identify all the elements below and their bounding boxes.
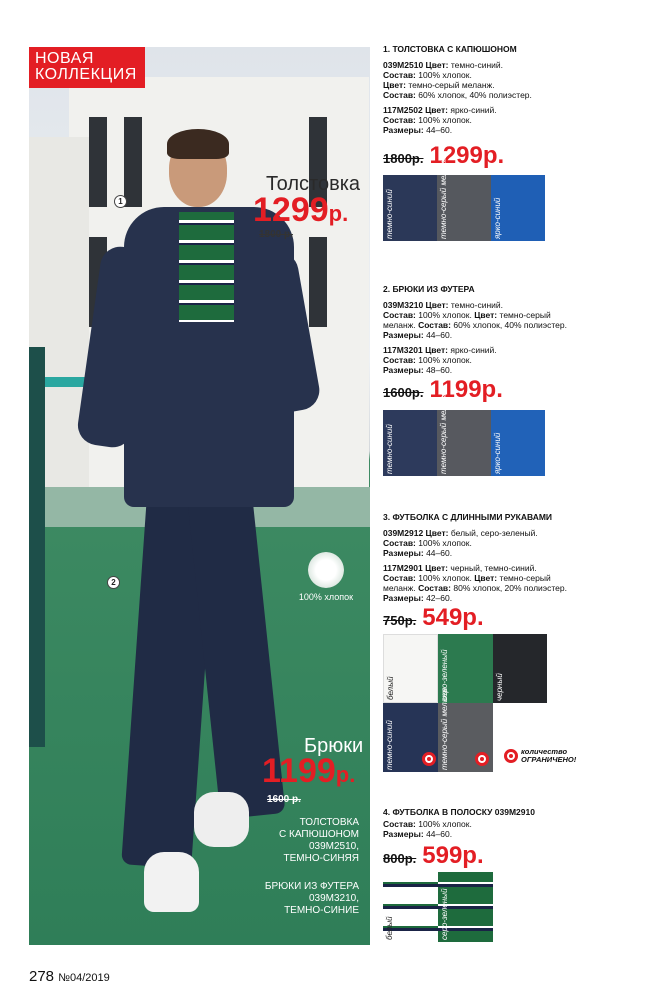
caption-line: ТЕМНО-СИНЯЯ bbox=[283, 853, 359, 864]
spec-value: 44–60. bbox=[426, 125, 453, 135]
spec-key: Размеры: bbox=[383, 365, 424, 375]
pants-old-price: 1600 р. bbox=[267, 794, 301, 805]
swatch bbox=[383, 872, 438, 942]
hoodie-name: Толстовка bbox=[266, 173, 361, 195]
spec-key: Размеры: bbox=[383, 125, 424, 135]
striped-tee bbox=[179, 212, 234, 322]
hoodie-old-price: 1800 р. bbox=[259, 229, 293, 240]
spec-key: Цвет: bbox=[425, 60, 449, 70]
product-4-title: 4. ФУТБОЛКА В ПОЛОСКУ 039М2910 bbox=[383, 807, 535, 817]
product-2-description bbox=[383, 284, 653, 375]
spec-line bbox=[383, 60, 653, 70]
spec-key: Состав: bbox=[418, 320, 451, 330]
article-code: 039М2912 bbox=[383, 528, 424, 538]
hoodie-price-unit: р. bbox=[328, 201, 349, 226]
swatch bbox=[383, 175, 437, 241]
spec-line bbox=[383, 320, 653, 330]
product-3-description bbox=[383, 512, 653, 603]
old-price: 750р. bbox=[383, 613, 417, 628]
spec-line bbox=[383, 330, 653, 340]
caption-line: 039М2510, bbox=[308, 841, 359, 852]
spec-line bbox=[383, 548, 653, 558]
swatch-label: темно-серый меланж bbox=[440, 687, 449, 770]
spec-value: темно-серый меланж. bbox=[408, 80, 495, 90]
spec-value: белый, серо-зеленый. bbox=[450, 528, 538, 538]
old-price: 1600р. bbox=[383, 385, 424, 400]
caption-line: БРЮКИ ИЗ ФУТЕРА bbox=[264, 881, 359, 892]
spec-line bbox=[383, 573, 653, 583]
spec-value: меланж. bbox=[383, 320, 416, 330]
spec-key: Состав: bbox=[383, 538, 416, 548]
spec-value: меланж. bbox=[383, 583, 416, 593]
product-3-price bbox=[383, 604, 484, 632]
spec-value: 100% хлопок. bbox=[418, 310, 472, 320]
spec-key: Цвет: bbox=[383, 80, 406, 90]
swatch-label: темно-серый меланж bbox=[439, 391, 448, 474]
pants-name: Брюки bbox=[304, 735, 364, 757]
spec-value: 42–60. bbox=[426, 593, 453, 603]
spec-key: Состав: bbox=[383, 90, 416, 100]
pants-price-unit: р. bbox=[335, 762, 356, 787]
spec-line bbox=[383, 80, 653, 90]
cotton-label: 100% хлопок bbox=[298, 592, 354, 602]
window bbox=[89, 117, 107, 207]
spec-line bbox=[383, 593, 653, 603]
new-collection-badge bbox=[29, 47, 145, 88]
article-code: 117М2502 bbox=[383, 105, 423, 115]
hair bbox=[167, 129, 229, 159]
swatch bbox=[493, 634, 547, 703]
spec-key: Размеры: bbox=[383, 829, 424, 839]
spec-line bbox=[383, 115, 653, 125]
spec-line bbox=[383, 345, 653, 355]
marker-1: 1 bbox=[114, 195, 127, 208]
spec-key: Размеры: bbox=[383, 330, 424, 340]
issue-number: №04/2019 bbox=[58, 972, 110, 984]
spec-value: темно-серый bbox=[499, 310, 551, 320]
window bbox=[309, 237, 327, 327]
spec-line bbox=[383, 819, 653, 829]
spec-value: 44–60. bbox=[426, 330, 453, 340]
spec-key: Цвет: bbox=[425, 105, 449, 115]
caption-line: ТОЛСТОВКА bbox=[299, 817, 359, 828]
spec-key: Состав: bbox=[383, 310, 416, 320]
hoodie-price bbox=[253, 191, 348, 230]
caption-line: 039М3210, bbox=[308, 893, 359, 904]
swatch bbox=[491, 410, 545, 476]
spec-value: 60% хлопок, 40% полиэстер. bbox=[418, 90, 532, 100]
spec-key: Цвет: bbox=[474, 573, 498, 583]
spec-key: Цвет: bbox=[474, 310, 498, 320]
new-price: 549р. bbox=[422, 604, 484, 631]
spec-value: 100% хлопок. bbox=[418, 115, 472, 125]
product-4-description bbox=[383, 807, 653, 839]
swatch-label: ярко-синий bbox=[493, 197, 502, 239]
cotton-icon bbox=[308, 552, 344, 588]
new-price: 599р. bbox=[422, 842, 484, 869]
spec-key: Цвет: bbox=[425, 345, 449, 355]
window bbox=[124, 117, 142, 207]
swatch-label: серо-зеленый bbox=[440, 888, 449, 940]
swatch bbox=[383, 634, 438, 703]
spec-line bbox=[383, 300, 653, 310]
swatch bbox=[437, 156, 491, 241]
spec-key: Размеры: bbox=[383, 548, 424, 558]
spec-key: Цвет: bbox=[425, 300, 449, 310]
spec-key: Цвет: bbox=[425, 528, 449, 538]
spec-value: ярко-синий. bbox=[450, 345, 497, 355]
limited-quantity-badge bbox=[504, 748, 576, 764]
swatch bbox=[491, 175, 545, 241]
pants-price bbox=[262, 752, 355, 791]
hoodie-price-value: 1299 bbox=[253, 191, 329, 229]
swatch-label: темно-синий bbox=[385, 189, 394, 239]
model-photo bbox=[29, 47, 370, 945]
spec-value: ярко-синий. bbox=[450, 105, 497, 115]
spec-key: Состав: bbox=[383, 355, 416, 365]
spec-line bbox=[383, 365, 653, 375]
caption-pants bbox=[239, 881, 359, 917]
old-price: 800р. bbox=[383, 851, 417, 866]
spec-key: Состав: bbox=[383, 573, 416, 583]
spec-line bbox=[383, 583, 653, 593]
caption-line: ТЕМНО-СИНИЕ bbox=[284, 905, 359, 916]
new-price: 1299р. bbox=[429, 142, 505, 169]
article-code: 117М3201 bbox=[383, 345, 423, 355]
caption-line: С КАПЮШОНОМ bbox=[279, 829, 359, 840]
spec-value: 100% хлопок. bbox=[418, 819, 472, 829]
spec-value: 44–60. bbox=[426, 548, 453, 558]
spec-value: 48–60. bbox=[426, 365, 453, 375]
cotton-badge bbox=[291, 552, 361, 602]
swatch bbox=[383, 410, 437, 476]
spec-value: черный, темно-синий. bbox=[450, 563, 537, 573]
spec-line bbox=[383, 90, 653, 100]
spec-value: темно-серый bbox=[499, 573, 551, 583]
product-1-title: 1. ТОЛСТОВКА С КАПЮШОНОМ bbox=[383, 44, 517, 54]
spec-key: Состав: bbox=[383, 819, 416, 829]
product-2-title: 2. БРЮКИ ИЗ ФУТЕРА bbox=[383, 284, 475, 294]
marker-2: 2 bbox=[107, 576, 120, 589]
spec-line bbox=[383, 829, 653, 839]
limited-label-line: ОГРАНИЧЕНО! bbox=[521, 755, 577, 764]
pants-price-value: 1199 bbox=[262, 752, 336, 790]
product-4-swatches bbox=[383, 872, 493, 942]
spec-value: темно-синий. bbox=[450, 300, 504, 310]
article-code: 039М2510 bbox=[383, 60, 424, 70]
exercise-pole bbox=[29, 347, 45, 747]
limited-icon bbox=[475, 752, 489, 766]
product-4-price bbox=[383, 842, 484, 870]
swatch-label: белый bbox=[385, 916, 394, 940]
spec-value: 100% хлопок. bbox=[418, 355, 472, 365]
page-footer bbox=[29, 968, 110, 985]
limited-icon bbox=[422, 752, 436, 766]
spec-line bbox=[383, 105, 653, 115]
spec-value: 80% хлопок, 20% полиэстер. bbox=[453, 583, 567, 593]
article-code: 117М2901 bbox=[383, 563, 423, 573]
caption-hoodie bbox=[239, 817, 359, 865]
article-code: 039М3210 bbox=[383, 300, 424, 310]
spec-value: 60% хлопок, 40% полиэстер. bbox=[453, 320, 567, 330]
spec-line bbox=[383, 563, 653, 573]
spec-key: Состав: bbox=[383, 70, 416, 80]
limited-icon bbox=[504, 749, 518, 763]
swatch-label: черный bbox=[495, 673, 504, 701]
spec-line bbox=[383, 528, 653, 538]
new-price: 1199р. bbox=[429, 376, 503, 403]
swatch bbox=[437, 391, 491, 476]
swatch-label: темно-серый меланж bbox=[439, 156, 448, 239]
spec-line bbox=[383, 355, 653, 365]
swatch-label: ярко-синий bbox=[493, 432, 502, 474]
badge-line-2: КОЛЛЕКЦИЯ bbox=[35, 66, 137, 83]
badge-line-1: НОВАЯ bbox=[35, 50, 94, 67]
swatch-label: белый bbox=[386, 676, 395, 700]
spec-value: 100% хлопок. bbox=[418, 573, 472, 583]
swatch bbox=[438, 872, 493, 942]
spec-key: Состав: bbox=[418, 583, 451, 593]
spec-value: 100% хлопок. bbox=[418, 70, 472, 80]
sneaker bbox=[144, 852, 199, 912]
old-price: 1800р. bbox=[383, 151, 424, 166]
spec-line bbox=[383, 125, 653, 135]
spec-value: темно-синий. bbox=[450, 60, 504, 70]
spec-value: 44–60. bbox=[426, 829, 453, 839]
spec-value: 100% хлопок. bbox=[418, 538, 472, 548]
spec-line bbox=[383, 538, 653, 548]
limited-label-line: количество bbox=[521, 747, 568, 756]
spec-key: Состав: bbox=[383, 115, 416, 125]
page-number: 278 bbox=[29, 968, 55, 985]
swatch-label: темно-синий bbox=[385, 424, 394, 474]
swatch-label: темно-синий bbox=[385, 720, 394, 770]
spec-line bbox=[383, 70, 653, 80]
limited-label bbox=[521, 748, 576, 764]
product-1-description bbox=[383, 44, 653, 135]
swatch-label: серо-зеленый bbox=[440, 649, 449, 701]
product-3-title: 3. ФУТБОЛКА С ДЛИННЫМИ РУКАВАМИ bbox=[383, 512, 553, 522]
spec-key: Цвет: bbox=[425, 563, 449, 573]
spec-line bbox=[383, 310, 653, 320]
spec-key: Размеры: bbox=[383, 593, 424, 603]
